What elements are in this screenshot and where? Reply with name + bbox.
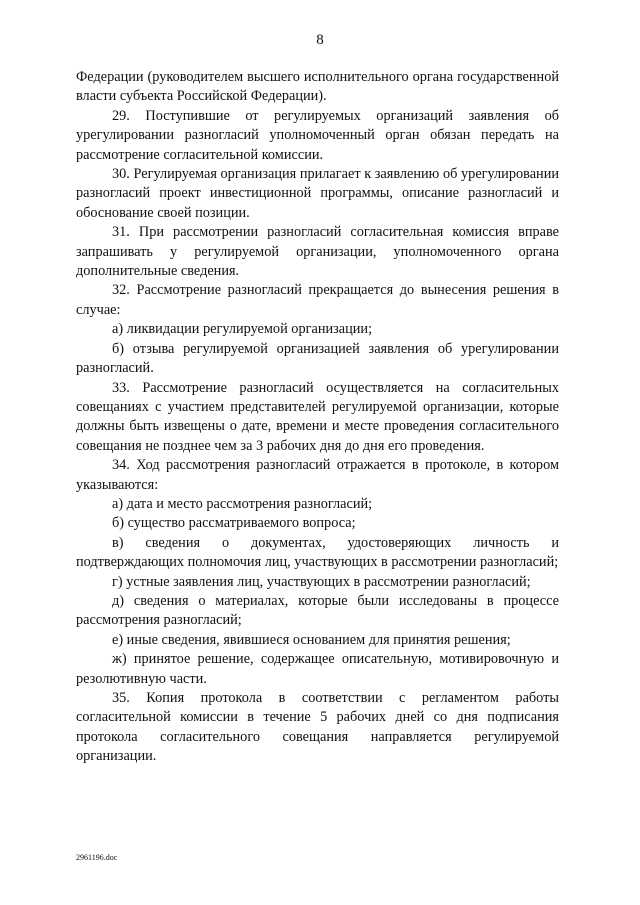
paragraph-item-34: 34. Ход рассмотрения разногласий отражается в протоколе, в котором указываются: bbox=[76, 457, 559, 493]
paragraph-item-31: 31. При рассмотрении разногласий согласительная комиссия вправе запрашивать у регулируемой организации, уполномоченного органа дополнительные сведения. bbox=[76, 224, 559, 280]
subitem-32a: а) ликвидации регулируемой организации; bbox=[112, 321, 373, 338]
subitem-34b: б) существо рассматриваемого вопроса; bbox=[112, 515, 356, 532]
paragraph-item-35: 35. Копия протокола в соответствии с регламентом работы согласительной комиссии в течение 5 рабочих дней со дня подписания протокола согласительного совещания направляется регулируемой организации. bbox=[76, 690, 559, 765]
subitem-34v: в) сведения о документах, удостоверяющих личность и подтверждающих полномочия лиц, участвующих в рассмотрении разногласий; bbox=[76, 534, 559, 571]
paragraph-item-30: 30. Регулируемая организация прилагает к заявлению об урегулировании разногласий проект инвестиционной программы, описание разногласий и обоснование своей позиции. bbox=[76, 166, 559, 221]
subitem-34a: а) дата и место рассмотрения разногласий; bbox=[112, 495, 373, 512]
paragraph-item-29: 29. Поступившие от регулируемых организаций заявления об урегулировании разногласий уполномоченный орган обязан передать на рассмотрение согласительной комиссии. bbox=[76, 107, 559, 163]
paragraph-item-32: 32. Рассмотрение разногласий прекращается до вынесения решения в случае: bbox=[76, 282, 559, 318]
file-name-footer: 2961196.doc bbox=[76, 853, 118, 862]
paragraph: Федерации (руководителем высшего исполнительного органа государственной власти субъекта Российской Федерации). bbox=[76, 69, 559, 105]
subitem-32b: б) отзыва регулируемой организацией заявления об урегулировании разногласий. bbox=[76, 340, 559, 377]
document-body bbox=[76, 68, 559, 767]
paragraph-item-33: 33. Рассмотрение разногласий осуществляется на согласительных совещаниях с участием представителей регулируемой организации, которые должны быть извещены о дате, времени и месте проведения согласительного совещания не позднее чем за 3 рабочих дня до дня его проведения. bbox=[76, 379, 559, 454]
subitem-34d: д) сведения о материалах, которые были исследованы в процессе рассмотрения разногласий; bbox=[76, 592, 559, 629]
page-number: 8 bbox=[316, 32, 324, 48]
subitem-34g: г) устные заявления лиц, участвующих в рассмотрении разногласий; bbox=[112, 573, 531, 590]
subitem-34zh: ж) принятое решение, содержащее описательную, мотивировочную и резолютивную части. bbox=[76, 651, 559, 687]
subitem-34e: е) иные сведения, явившиеся основанием для принятия решения; bbox=[112, 631, 511, 648]
